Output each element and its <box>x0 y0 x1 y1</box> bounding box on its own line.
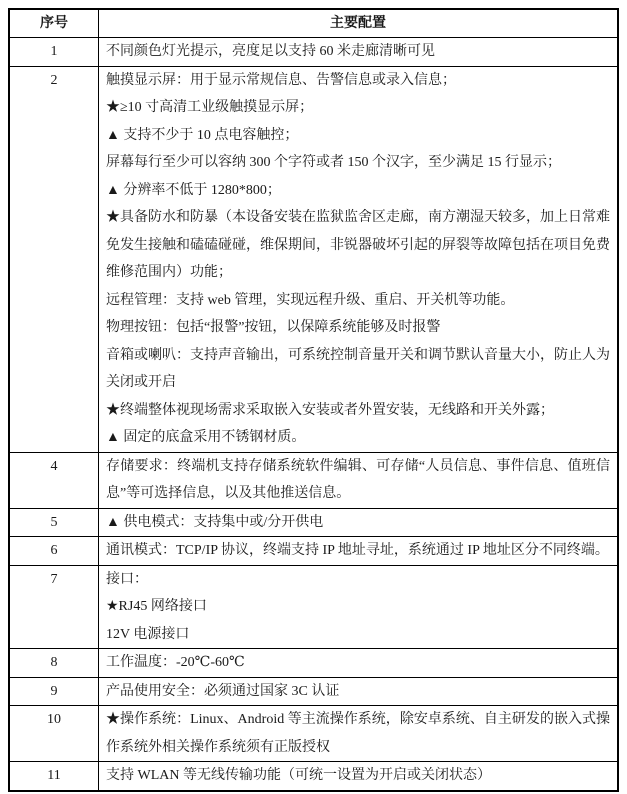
config-paragraph: 存储要求：终端机支持存储系统软件编辑、可存储“人员信息、事件信息、值班信息”等可选择信息，以及其他推送信息。 <box>106 458 610 501</box>
spec-table-body <box>9 38 618 791</box>
table-row <box>9 537 618 566</box>
row-config-cell <box>99 706 619 762</box>
config-paragraph: 12V 电源接口 <box>106 626 190 642</box>
row-config-cell <box>99 66 619 452</box>
table-row <box>9 762 618 791</box>
config-paragraph: 支持 WLAN 等无线传输功能（可统一设置为开启或关闭状态） <box>106 768 491 783</box>
config-paragraph: ★≥10 寸高清工业级触摸显示屏； <box>106 100 314 115</box>
config-paragraph: ★RJ45 网络接口 <box>106 599 207 614</box>
config-paragraph: 工作温度：-20℃-60℃ <box>106 655 245 670</box>
row-config-cell <box>99 452 619 508</box>
row-serial-number: 6 <box>9 537 99 566</box>
config-paragraph: 接口： <box>106 571 148 587</box>
config-paragraph: 产品使用安全：必须通过国家 3C 认证 <box>106 683 340 699</box>
row-serial-number: 10 <box>9 706 99 762</box>
header-col-serial-number: 序号 <box>9 9 99 38</box>
config-paragraph: ★具备防水和防暴（本设备安装在监狱监舍区走廊，南方潮湿天较多，加上日常难免发生接触和磕磕碰碰，维保期间，非锐器破坏引起的屏裂等故障包括在项目免费维修范围内）功能； <box>106 210 610 280</box>
table-row <box>9 649 618 678</box>
table-row <box>9 565 618 649</box>
row-serial-number: 11 <box>9 762 99 791</box>
config-paragraph: 屏幕每行至少可以容纳 300 个字符或者 150 个汉字，至少满足 15 行显示； <box>106 155 561 170</box>
config-paragraph: ▲ 支持不少于 10 点电容触控； <box>106 127 299 143</box>
row-config-cell <box>99 649 619 678</box>
row-config-cell <box>99 508 619 537</box>
header-col-main-config: 主要配置 <box>99 9 619 38</box>
config-paragraph: 远程管理：支持 web 管理，实现远程升级、重启、开关机等功能。 <box>106 292 515 308</box>
row-serial-number: 5 <box>9 508 99 537</box>
table-row <box>9 452 618 508</box>
row-serial-number: 9 <box>9 677 99 706</box>
row-serial-number: 2 <box>9 66 99 452</box>
config-paragraph: 不同颜色灯光提示，亮度足以支持 60 米走廊清晰可见 <box>106 44 435 59</box>
row-config-cell <box>99 537 619 566</box>
table-row <box>9 38 618 67</box>
config-paragraph: ▲ 供电模式：支持集中或/分开供电 <box>106 514 324 530</box>
row-serial-number: 1 <box>9 38 99 67</box>
row-serial-number: 8 <box>9 649 99 678</box>
config-paragraph: ▲ 分辨率不低于 1280*800； <box>106 182 281 198</box>
config-paragraph: 通讯模式：TCP/IP 协议，终端支持 IP 地址寻址，系统通过 IP 地址区分不同终端。 <box>106 543 609 558</box>
spec-table <box>8 8 619 792</box>
table-row <box>9 677 618 706</box>
config-paragraph: 物理按钮：包括“报警”按钮，以保障系统能够及时报警 <box>106 320 441 335</box>
table-row <box>9 66 618 452</box>
config-paragraph: ★操作系统：Linux、Android 等主流操作系统，除安卓系统、自主研发的嵌入式操作系统外相关操作系统须有正版授权 <box>106 712 610 755</box>
config-paragraph: 触摸显示屏：用于显示常规信息、告警信息或录入信息； <box>106 72 456 88</box>
config-paragraph: 音箱或喇叭：支持声音输出，可系统控制音量开关和调节默认音量大小，防止人为关闭或开启 <box>106 347 610 390</box>
config-paragraph: ★终端整体视现场需求采取嵌入安装或者外置安装，无线路和开关外露； <box>106 402 554 418</box>
row-config-cell <box>99 762 619 791</box>
row-serial-number: 7 <box>9 565 99 649</box>
header-row <box>9 9 618 38</box>
table-row <box>9 706 618 762</box>
row-serial-number: 4 <box>9 452 99 508</box>
row-config-cell <box>99 677 619 706</box>
table-row <box>9 508 618 537</box>
row-config-cell <box>99 38 619 67</box>
row-config-cell <box>99 565 619 649</box>
config-paragraph: ▲ 固定的底盒采用不锈钢材质。 <box>106 430 306 445</box>
